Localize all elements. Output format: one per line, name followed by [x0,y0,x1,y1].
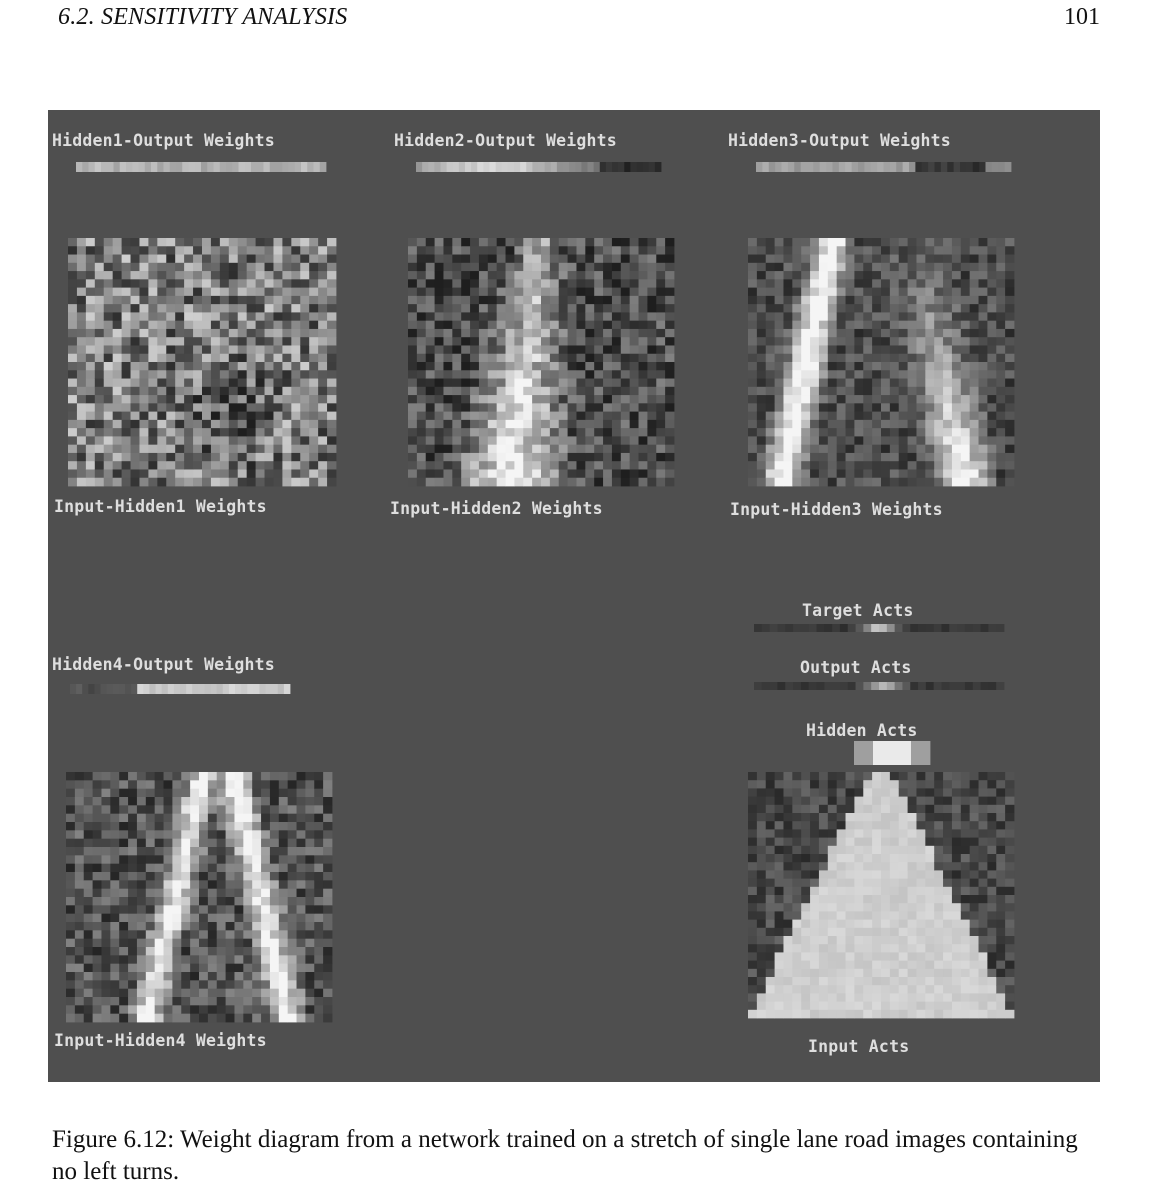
hidden4-output-weight-bar [70,684,290,694]
input-acts-image [748,772,1014,1018]
running-head: 6.2. SENSITIVITY ANALYSIS [58,4,348,30]
input-acts-label: Input Acts [808,1037,910,1056]
input-hidden2-weight-map [408,238,674,486]
hidden1-output-label: Hidden1-Output Weights [52,131,275,150]
input-hidden1-label: Input-Hidden1 Weights [54,497,267,516]
weight-diagram-figure [48,110,1100,1082]
weight-diagram-svg [48,110,1100,1082]
hidden2-output-label: Hidden2-Output Weights [394,131,617,150]
input-hidden4-label: Input-Hidden4 Weights [54,1031,267,1050]
output-acts-label: Output Acts [800,658,912,677]
input-hidden1-weight-map [68,238,336,486]
hidden-acts-label: Hidden Acts [806,721,918,740]
hidden1-output-weight-bar [76,162,326,172]
figure-caption: Figure 6.12: Weight diagram from a network trained on a stretch of single lane road images containing no left turns. [52,1126,1078,1185]
hidden-acts-bar [854,741,930,765]
input-hidden3-label: Input-Hidden3 Weights [730,500,943,519]
target-acts-bar [754,624,1004,632]
hidden3-output-label: Hidden3-Output Weights [728,131,951,150]
target-acts-label: Target Acts [802,601,914,620]
output-acts-bar [754,682,1004,690]
input-hidden4-weight-map [66,772,332,1022]
hidden4-output-label: Hidden4-Output Weights [52,655,275,674]
hidden3-output-weight-bar [756,162,1011,172]
page-number: 101 [1064,4,1100,30]
hidden2-output-weight-bar [416,162,661,172]
input-hidden3-weight-map [748,238,1014,486]
input-hidden2-label: Input-Hidden2 Weights [390,499,603,518]
